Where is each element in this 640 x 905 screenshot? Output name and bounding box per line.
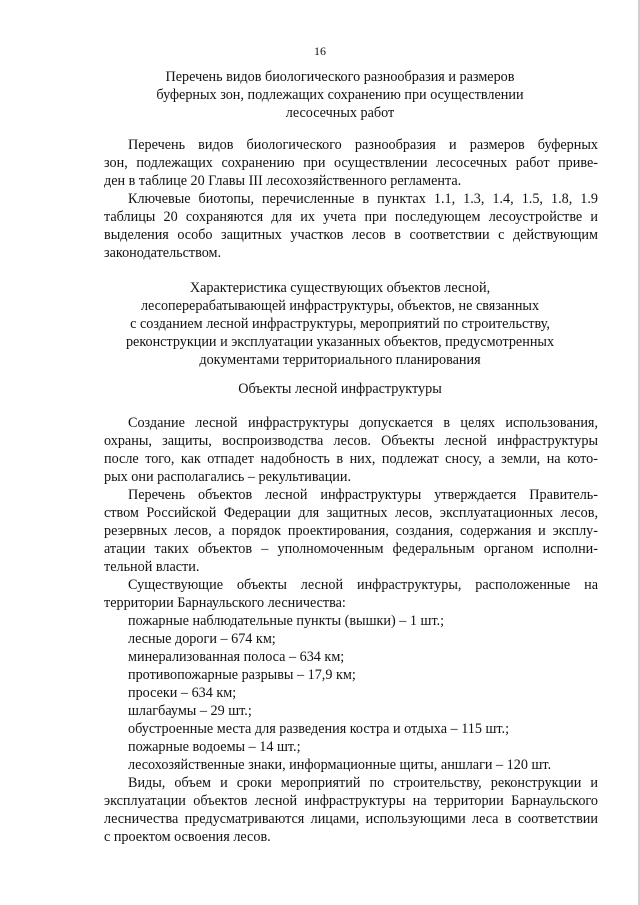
list-item: пожарные наблюдательные пункты (вышки) – 1 шт.;	[128, 613, 445, 629]
heading-line: буферных зон, подлежащих сохранению при осуществлении	[156, 87, 524, 103]
paragraph	[104, 576, 598, 612]
paragraph-line: с проектом освоения лесов.	[104, 829, 271, 845]
paragraph-line: ден в таблице 20 Главы III лесохозяйственного регламента.	[104, 173, 462, 189]
paragraph-line: Перечень объектов лесной инфраструктуры утверждается Правитель-	[128, 487, 598, 503]
paragraph-line: законодательством.	[104, 245, 222, 261]
paragraph-line: тельной власти.	[104, 559, 200, 575]
subheading	[80, 380, 600, 398]
list-item: лесохозяйственные знаки, информационные щиты, аншлаги – 120 шт.	[128, 757, 552, 773]
heading-line: лесосечных работ	[285, 105, 395, 121]
paragraph-line: Виды, объем и сроки мероприятий по строительству, реконструкции и	[128, 775, 598, 791]
paragraph	[104, 774, 598, 846]
paragraph-line: ством Российской Федерации для защитных лесов, эксплуатационных лесов,	[104, 505, 598, 521]
list-item: обустроенные места для разведения костра и отдыха – 115 шт.;	[128, 721, 510, 737]
list-item: лесные дороги – 674 км;	[128, 631, 276, 647]
paragraph-line: выделения особо защитных участков лесов в соответствии с действующим	[104, 227, 598, 243]
paragraph-line: Создание лесной инфраструктуры допускается в целях использования,	[128, 415, 598, 431]
subheading-text: Объекты лесной инфраструктуры	[238, 381, 442, 397]
paragraph	[104, 414, 598, 486]
page-number: 16	[314, 44, 326, 58]
paragraph	[104, 136, 598, 190]
paragraph-line: таблицы 20 сохраняются для их учета при последующем лесоустройстве и	[104, 209, 598, 225]
paragraph-line: зон, подлежащих сохранению при осуществлении лесосечных работ приве-	[104, 155, 598, 171]
section-heading-infrastructure	[80, 279, 600, 369]
paragraph-line: Ключевые биотопы, перечисленные в пунктах 1.1, 1.3, 1.4, 1.5, 1.8, 1.9	[128, 191, 598, 207]
paragraph-line: резервных лесов, а порядок проектирования, создания, содержания и эксплу-	[104, 523, 598, 539]
paragraph-line: лесничества предусматриваются лицами, использующими леса в соответствии	[104, 811, 598, 827]
heading-line: документами территориального планирования	[199, 352, 481, 368]
infrastructure-list	[128, 612, 598, 774]
list-item: минерализованная полоса – 634 км;	[128, 649, 345, 665]
paragraph-line: после того, как отпадет надобность в них, подлежат сносу, а земли, на кото-	[104, 451, 598, 467]
paragraph-line: эксплуатации объектов лесной инфраструктуры на территории Барнаульского	[104, 793, 598, 809]
list-item: шлагбаумы – 29 шт.;	[128, 703, 252, 719]
paragraph-line: Существующие объекты лесной инфраструктуры, расположенные на	[128, 577, 598, 593]
paragraph	[104, 190, 598, 262]
heading-line: реконструкции и эксплуатации указанных объектов, предусмотренных	[125, 334, 555, 350]
paragraph-line: Перечень видов биологического разнообразия и размеров буферных	[128, 137, 598, 153]
paragraph	[104, 486, 598, 576]
paragraph-line: территории Барнаульского лесничества:	[104, 595, 346, 611]
list-item: противопожарные разрывы – 17,9 км;	[128, 667, 356, 683]
list-item: просеки – 634 км;	[128, 685, 237, 701]
section-heading-biodiversity	[80, 68, 600, 122]
paragraph-line: атации таких объектов – уполномоченным федеральным органом исполни-	[104, 541, 598, 557]
list-item: пожарные водоемы – 14 шт.;	[128, 739, 301, 755]
heading-line: Характеристика существующих объектов лесной,	[189, 280, 491, 296]
heading-line: лесоперерабатывающей инфраструктуры, объектов, не связанных	[140, 298, 540, 314]
heading-line: Перечень видов биологического разнообразия и размеров	[165, 69, 515, 85]
paragraph-line: рых они располагались – рекультивации.	[104, 469, 352, 485]
paragraph-line: охраны, защиты, воспроизводства лесов. Объекты лесной инфраструктуры	[104, 433, 598, 449]
heading-line: с созданием лесной инфраструктуры, мероприятий по строительству,	[130, 316, 550, 332]
